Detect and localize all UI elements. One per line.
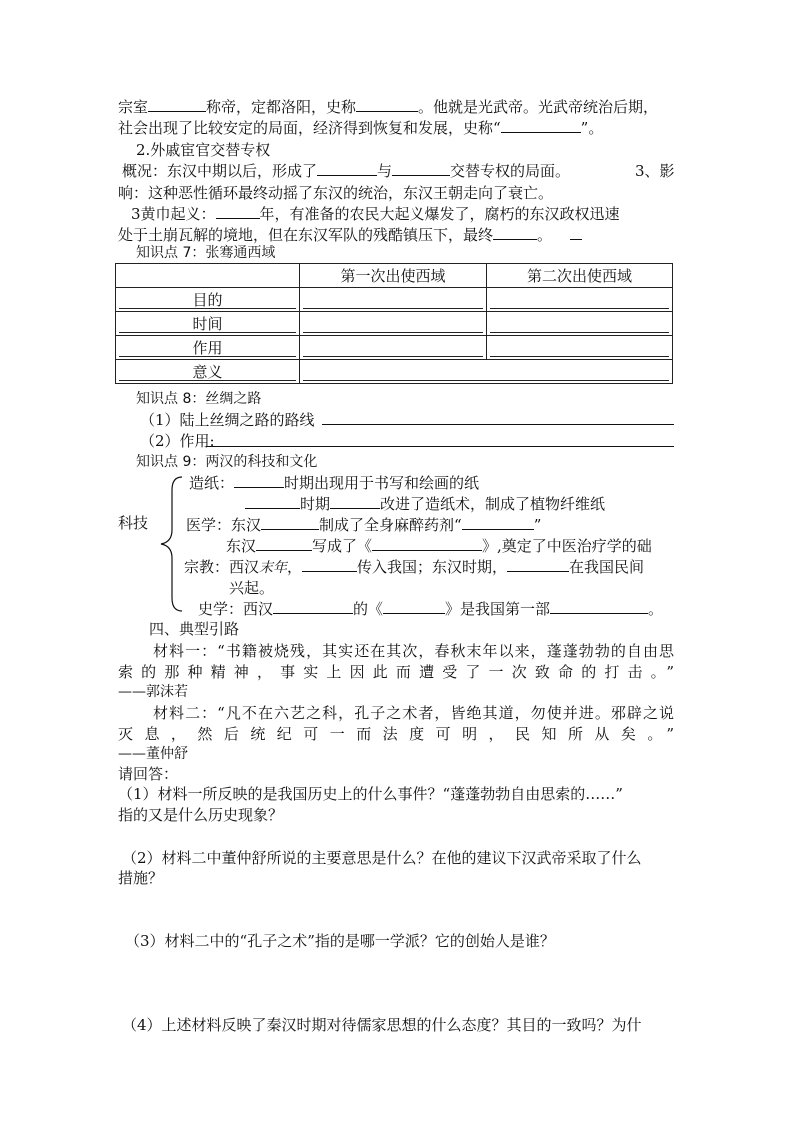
underline <box>490 332 669 333</box>
text: 第二次出使西域 <box>526 267 632 285</box>
text: 传入我国；东汉时期， <box>357 558 508 576</box>
kp7-title: 知识点 7：张骞通西域 <box>136 245 276 261</box>
text: 。他就是光武帝。光武帝统治后期， <box>418 98 659 116</box>
question4: （4）上述材料反映了秦汉时期对待儒家思想的什么态度？其目的一致吗？为什 <box>122 1016 642 1034</box>
table-row <box>116 288 673 312</box>
material1-line1: 材料一：“书籍被烧残，其实还在其次，春秋末年以来，蓬蓬勃勃的自由思 <box>153 642 674 660</box>
text: 制成了全身麻醉药剂“ <box>319 516 462 534</box>
text: ， <box>287 558 303 576</box>
text: ”。 <box>580 119 604 137</box>
text: 目的 <box>192 291 223 309</box>
answer-prompt: 请回答： <box>118 765 179 783</box>
material2-author: ——董仲舒 <box>118 746 188 762</box>
question2-line1: （2）材料二中董仲舒所说的主要意思是什么？在他的建议下汉武帝采取了什么 <box>122 849 642 867</box>
table-cell <box>300 360 673 384</box>
text: 宗室 <box>118 98 149 116</box>
text: 造纸： <box>189 474 235 492</box>
blank <box>148 97 206 112</box>
kp8-title: 知识点 8：丝绸之路 <box>136 391 262 407</box>
blank <box>216 204 260 219</box>
blank <box>493 225 537 240</box>
paper-line2 <box>245 494 605 514</box>
medicine-line2 <box>226 536 652 556</box>
text: 。 <box>648 600 664 618</box>
text: （2）作用: <box>140 432 215 450</box>
question3: （3）材料二中的“孔子之术”指的是哪一学派？它的创始人是谁？ <box>125 932 555 950</box>
blank <box>501 118 581 133</box>
underline <box>119 308 296 309</box>
table-cell <box>300 336 487 360</box>
kp7-table <box>115 263 673 384</box>
text: 写成了《 <box>312 537 373 555</box>
row-label <box>116 312 300 336</box>
underline <box>303 380 669 381</box>
text: 东汉 <box>226 537 257 555</box>
blank <box>273 599 353 614</box>
row-label <box>116 360 300 384</box>
blank <box>392 161 450 176</box>
route-answer-line <box>322 424 674 425</box>
text: （1）陆上丝绸之路的路线 <box>140 411 315 429</box>
kp9-label: 科技 <box>118 514 149 532</box>
blank <box>462 515 534 530</box>
underline <box>570 239 582 240</box>
religion-line2: 兴起。 <box>229 579 275 597</box>
table-cell <box>116 264 300 288</box>
text: 》是我国第一部 <box>445 600 551 618</box>
text: 社会出现了比较安定的局面，经济得到恢复和发展，史称“ <box>118 119 501 137</box>
material2-line1: 材料二：“凡不在六艺之科，孔子之术者，皆绝其道，勿使并进。邪辟之说 <box>153 704 674 722</box>
question1-line2: 指的又是什么历史现象？ <box>118 806 284 824</box>
blank <box>302 557 357 572</box>
section4-title: 四、典型引路 <box>149 620 240 638</box>
blank <box>245 494 300 509</box>
table-cell <box>487 312 673 336</box>
text: 作用 <box>192 339 223 357</box>
table-row <box>116 312 673 336</box>
text: 。 <box>537 226 553 244</box>
table-row <box>116 360 673 384</box>
table-row <box>116 264 673 288</box>
blank <box>372 536 482 551</box>
text: 年，有准备的农民大起义爆发了，腐朽的东汉政权迅速 <box>259 205 620 223</box>
blank <box>234 473 284 488</box>
underline <box>119 356 296 357</box>
para1-line1 <box>118 97 658 117</box>
text: 时期 <box>300 495 331 513</box>
text: 与 <box>377 162 393 180</box>
text: 医学：东汉 <box>186 516 262 534</box>
table-cell <box>300 312 487 336</box>
text: 称帝，定都洛阳，史称 <box>206 98 357 116</box>
question2-line2: 措施？ <box>118 869 164 887</box>
text: 第一次出使西域 <box>340 267 446 285</box>
blank <box>317 161 377 176</box>
table-row <box>116 336 673 360</box>
col1-header <box>300 264 487 288</box>
table-cell <box>487 336 673 360</box>
text: 时间 <box>192 315 223 333</box>
text: 处于土崩瓦解的境地，但在东汉军队的残酷镇压下，最终 <box>118 226 494 244</box>
underline <box>303 332 483 333</box>
table-cell <box>487 288 673 312</box>
text: ” <box>533 516 542 534</box>
text: 时期出现用于书写和绘画的纸 <box>284 474 480 492</box>
blank <box>256 536 312 551</box>
text: 改进了造纸术，制成了植物纤维纸 <box>380 495 606 513</box>
section2-line2: 响：这种恶性循环最终动摇了东汉的统治，东汉王朝走向了衰亡。 <box>118 184 554 202</box>
effect-answer-line <box>206 446 674 447</box>
text: 宗教：西汉 <box>184 558 260 576</box>
underline <box>119 380 296 381</box>
underline <box>303 308 483 309</box>
text: 3黄巾起义： <box>131 205 216 223</box>
col2-header <box>487 264 673 288</box>
kp8-item2 <box>140 431 215 451</box>
underline <box>303 356 483 357</box>
text: 的《 <box>353 600 384 618</box>
section3-inline-title: 3、影 <box>635 162 675 180</box>
para1-line2 <box>118 118 603 138</box>
text: 交替专权的局面。 <box>450 162 571 180</box>
kp8-item1 <box>140 410 315 430</box>
underline <box>119 332 296 333</box>
question1-line1: （1）材料一所反映的是我国历史上的什么事件？“蓬蓬勃勃自由思索的……” <box>118 785 623 803</box>
row-label <box>116 336 300 360</box>
text: 史学：西汉 <box>198 600 274 618</box>
blank <box>261 515 319 530</box>
medicine-line1 <box>186 515 541 535</box>
section3-line1 <box>131 204 620 224</box>
religion-line1 <box>184 557 644 578</box>
blank <box>507 557 569 572</box>
history-line <box>198 599 663 619</box>
row-label <box>116 288 300 312</box>
underline <box>490 356 669 357</box>
text: 在我国民间 <box>569 558 645 576</box>
blank <box>356 97 418 112</box>
paper-line1 <box>189 473 479 493</box>
table-cell <box>300 288 487 312</box>
handwritten-text: 末年 <box>259 560 288 576</box>
blank <box>383 599 445 614</box>
text: 意义 <box>192 363 223 381</box>
text: 》,奠定了中医治疗学的础 <box>482 537 652 555</box>
material2-line2: 灭息，然后统纪可一而法度可明，民知所从矣。” <box>118 725 674 743</box>
section2-line1 <box>122 161 570 181</box>
material1-author: ——郭沫若 <box>118 684 188 700</box>
underline <box>490 308 669 309</box>
text: 概况：东汉中期以后，形成了 <box>122 162 318 180</box>
brace-icon <box>156 474 186 614</box>
section3-line2 <box>118 225 552 245</box>
kp9-title: 知识点 9：两汉的科技和文化 <box>136 454 318 470</box>
material1-line2: 索的那种精神，事实上因此而遭受了一次致命的打击。” <box>118 663 674 681</box>
section2-title: 2.外戚宦官交替专权 <box>136 141 271 159</box>
blank <box>330 494 380 509</box>
blank <box>550 599 648 614</box>
